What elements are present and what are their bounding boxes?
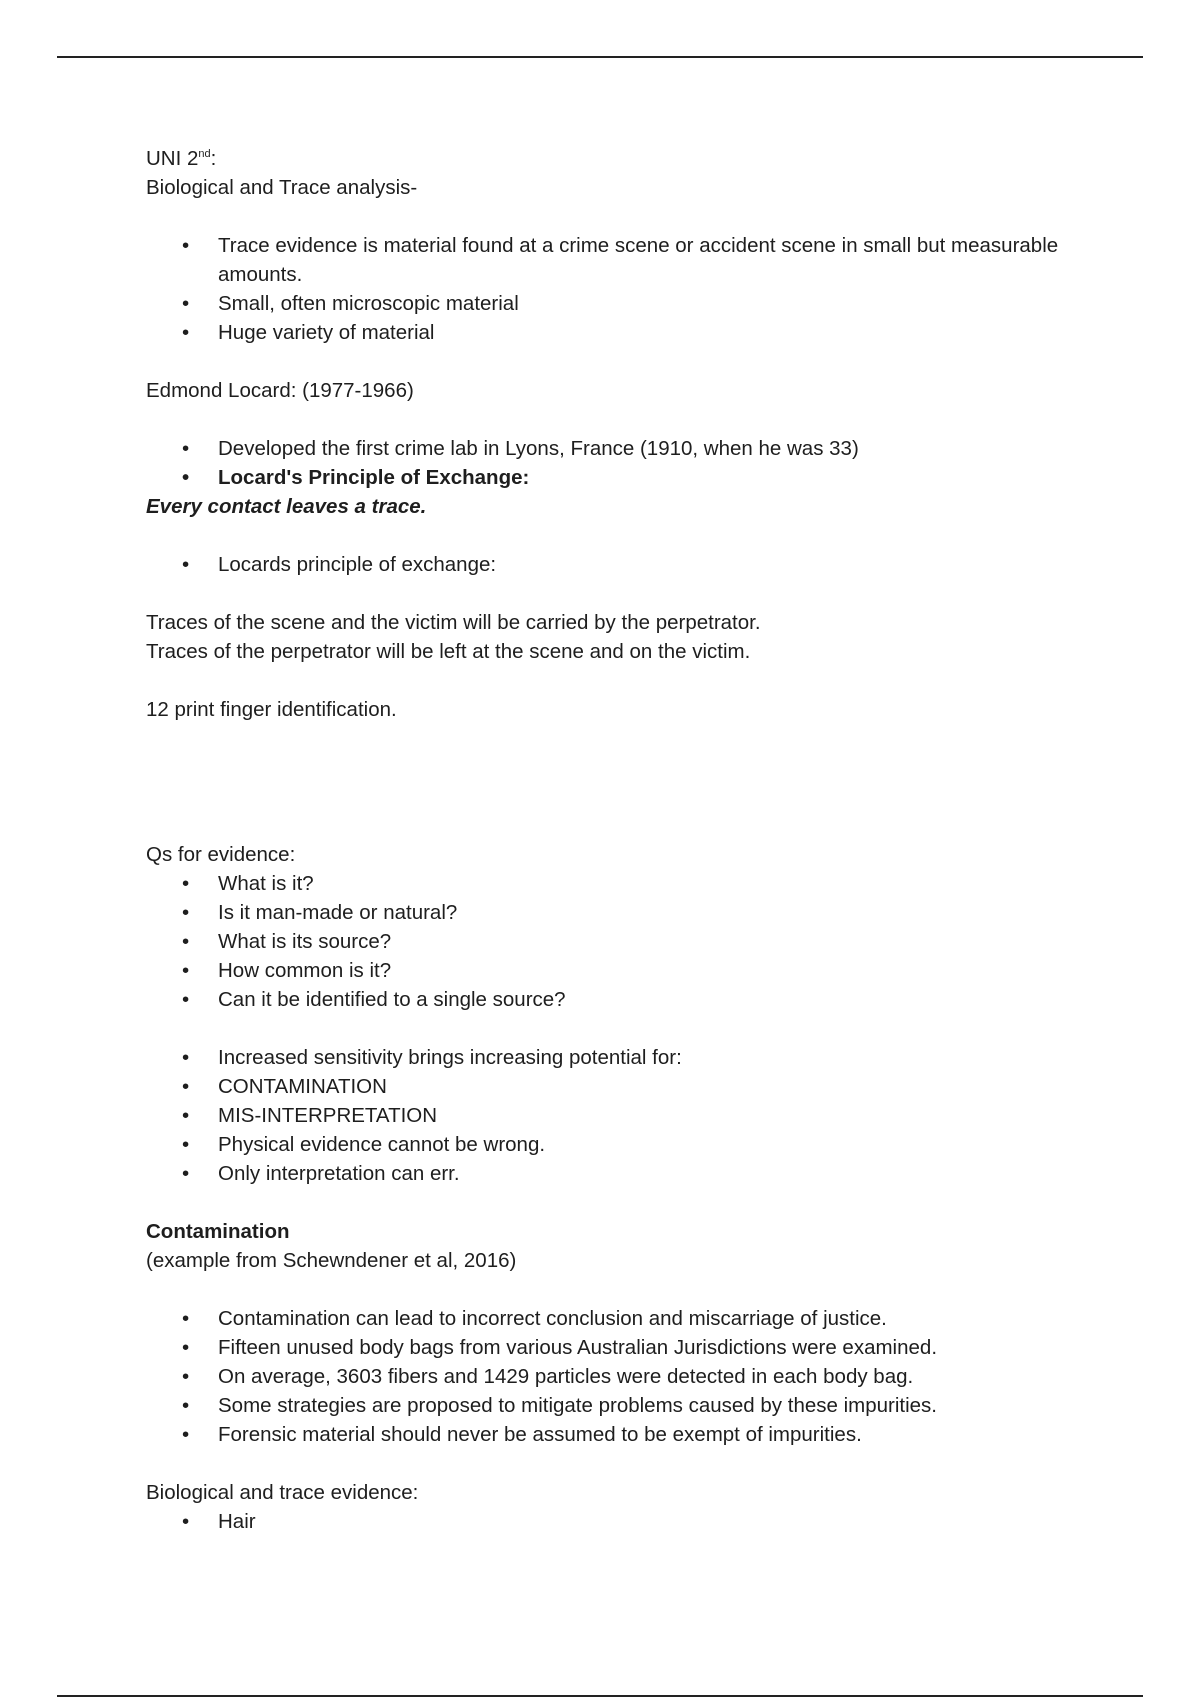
trace-evidence-list	[146, 231, 1066, 347]
list-item: • How common is it?	[146, 956, 1066, 985]
trace-line: Traces of the perpetrator will be left at the scene and on the victim.	[146, 640, 751, 663]
qs-title: Qs for evidence:	[146, 843, 296, 866]
list-item: • Only interpretation can err.	[146, 1159, 1066, 1188]
list-item: • CONTAMINATION	[146, 1072, 1066, 1101]
list-item: • Small, often microscopic material	[146, 289, 1066, 318]
list-item: • Developed the first crime lab in Lyons, France (1910, when he was 33)	[146, 434, 1066, 463]
list-item: • Some strategies are proposed to mitigate problems caused by these impurities.	[146, 1391, 1066, 1420]
list-item: • What is its source?	[146, 927, 1066, 956]
list-item: • Can it be identified to a single source?	[146, 985, 1066, 1014]
header-rule	[57, 56, 1143, 58]
fingerprint-note: 12 print finger identification.	[146, 698, 397, 721]
contamination-list	[146, 1304, 1066, 1449]
list-item: • Fifteen unused body bags from various Australian Jurisdictions were examined.	[146, 1333, 1066, 1362]
list-item: • MIS-INTERPRETATION	[146, 1101, 1066, 1130]
list-item: • Locard's Principle of Exchange:	[146, 463, 1066, 492]
contamination-title: Contamination	[146, 1220, 290, 1243]
locard-list	[146, 434, 1066, 492]
list-item: • On average, 3603 fibers and 1429 particles were detected in each body bag.	[146, 1362, 1066, 1391]
list-item: • Locards principle of exchange:	[146, 550, 1066, 579]
list-item: • Hair	[146, 1507, 1066, 1536]
sensitivity-list	[146, 1043, 1066, 1188]
list-item: • Trace evidence is material found at a crime scene or accident scene in small but measurable amounts.	[146, 231, 1066, 289]
locard-name: Edmond Locard: (1977-1966)	[146, 379, 414, 402]
bio-title: Biological and trace evidence:	[146, 1481, 419, 1504]
list-item: • Physical evidence cannot be wrong.	[146, 1130, 1066, 1159]
footer-rule	[57, 1695, 1143, 1697]
locard-motto: Every contact leaves a trace.	[146, 495, 427, 518]
list-item: • What is it?	[146, 869, 1066, 898]
contamination-source: (example from Schewndener et al, 2016)	[146, 1249, 517, 1272]
list-item: • Contamination can lead to incorrect conclusion and miscarriage of justice.	[146, 1304, 1066, 1333]
bio-list	[146, 1507, 1066, 1536]
locard-exchange-list	[146, 550, 1066, 579]
trace-line: Traces of the scene and the victim will be carried by the perpetrator.	[146, 611, 761, 634]
list-item: • Huge variety of material	[146, 318, 1066, 347]
list-item: • Forensic material should never be assumed to be exempt of impurities.	[146, 1420, 1066, 1449]
section-subtitle: Biological and Trace analysis-	[146, 176, 418, 199]
qs-list	[146, 869, 1066, 1014]
document-body	[146, 144, 1066, 1536]
list-item: • Is it man-made or natural?	[146, 898, 1066, 927]
unit-heading: UNI 2nd:	[146, 147, 217, 170]
list-item: • Increased sensitivity brings increasing potential for:	[146, 1043, 1066, 1072]
